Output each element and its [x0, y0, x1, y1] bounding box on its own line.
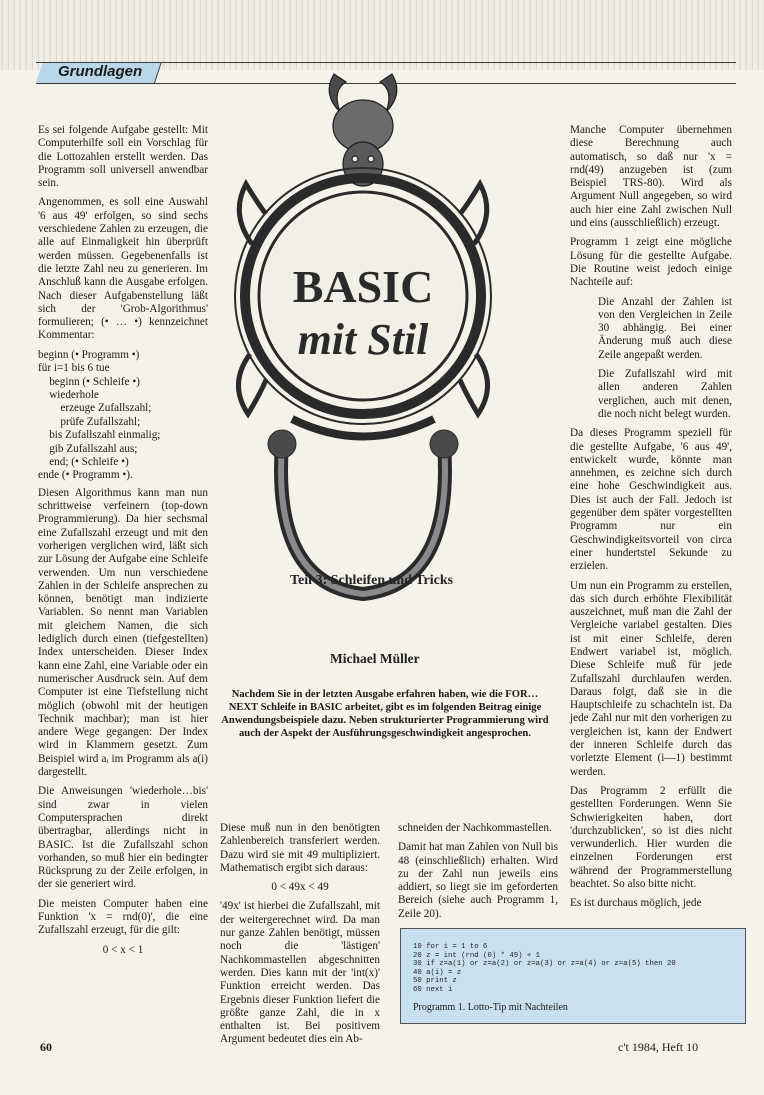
knocker-ring	[268, 419, 458, 594]
part-title: Teil 3: Schleifen und Tricks	[290, 573, 454, 588]
formula: 0 < x < 1	[102, 943, 144, 956]
program-listing-box	[400, 928, 746, 1024]
section-label: Grundlagen	[58, 63, 143, 80]
issue-info: c't 1984, Heft 10	[618, 1040, 699, 1054]
paragraph: Die Anweisungen 'wiederhole…bis' sind zwar in vielen Computersprachen direkt übertragbar, allerdings nicht in BASIC. Ist die Zufallszahl schon vorhanden, so muß hier ein bedingter Rücksprung zu der Zeile erfolgen, in der sie generiert wird.	[38, 785, 208, 891]
headline-mit-stil: mit Stil	[297, 315, 429, 364]
paragraph: Programm 1 zeigt eine mögliche Lösung für die gestellte Aufgabe. Die Routine weist jedoch einige Nachteile auf:	[570, 236, 732, 289]
paragraph: '49x' ist hierbei die Zufallszahl, mit der weitergerechnet wird. Da man nur ganze Zahlen benötigt, müssen noch die 'lästigen' Nachkommastellen abgeschnitten werden. Dies kann mit der 'int(x)' Funktion erreicht werden. Das Ergebnis dieser Funktion liefert die größte ganze Zahl, die in x enthalten ist. Bei positivem Argument bedeutet dies ein Ab-	[220, 900, 380, 1046]
program-code: 10 for i = 1 to 6 20 z = int (rnd (0) * 49) + 1 30 if z=a(1) or z=a(2) or z=a(3) or z=a(4) or z=a(5) then 20 40 a(i) = z 50 print z 60 next i	[413, 943, 676, 994]
article-lead: Nachdem Sie in der letzten Ausgabe erfahren haben, wie die FOR…NEXT Schleife in BASIC arbeitet, gibt es im folgenden Beitrag einige Anwendungsbeispiele dazu. Neben strukturierter Programmierung wird auch der Aspekt der Ausführungsgeschwindigkeit angesprochen.	[221, 689, 549, 739]
paragraph: Die Anzahl der Zahlen ist von den Vergleichen in Zeile 30 abhängig. Bei einer Änderung muß auch diese Zeile angepaßt werden.	[598, 295, 732, 361]
page-number: 60	[40, 1040, 52, 1054]
ornate-frame-illustration	[222, 64, 504, 604]
paragraph: Diese muß nun in den benötigten Zahlenbereich transferiert werden. Dazu wird sie mit 49 multipliziert. Mathematisch ergibt sich daraus:	[220, 822, 380, 874]
paragraph: Es ist durchaus möglich, jede	[570, 897, 702, 910]
paragraph: Das Programm 2 erfüllt die gestellten Forderungen. Wenn Sie Schwierigkeiten haben, dort 'durchzublicken', so ist dies nicht verwunderlich. Hier wurden die einzelnen Forderungen erst während der Programmerstellung beachtet. So also bitte nicht.	[570, 784, 732, 891]
paragraph: Es sei folgende Aufgabe gestellt: Mit Computerhilfe soll ein Vorschlag für die Lottozahlen erstellt werden. Das Programm soll universell anwendbar sein.	[38, 124, 208, 190]
paragraph: Angenommen, es soll eine Auswahl '6 aus 49' erfolgen, so sind sechs verschiedene Zahlen zu erzeugen, die alle auf Einmaligkeit hin überprüft werden müssen. Gegebenenfalls ist die letzte Zahl neu zu generieren. Im Anschluß kann die Ausgabe erfolgen. Nach dieser Aufgabenstellung läßt sich der 'Grob-Algorithmus' formulieren; (• … •) kennzeichnet Kommentar:	[38, 196, 208, 342]
formula: 0 < 49x < 49	[271, 881, 329, 894]
paragraph: Diesen Algorithmus kann man nun schrittweise verfeinern (top-down Programmierung). Da hier sechsmal eine Zufallszahl erzeugt und mit den vorherigen verglichen wird, läßt sich zur Lösung der Aufgabe eine Schleife verwenden. Um nun verschiedene Zahlen in der Schleife ansprechen zu können, benötigt man indizierte Variablen. So nennt man Variablen mit gleichem Namen, die sich lediglich durch einen (tiefgestellten) Index unterscheiden. Dieser Index kann eine Zahl, eine Variable oder ein numerischer Ausdruck sein. Auf dem Computer ist eine Tiefstellung nicht möglich (obwohl mit der heutigen Technik machbar); man ist hier andere Wege gegangen: Der Index wird in Klammern gesetzt. Zum Beispiel wird aᵢ im Programm als a(i) dargestellt.	[38, 486, 208, 779]
column-middle-left	[220, 822, 380, 1053]
paragraph: Die meisten Computer haben eine Funktion 'x = rnd(0)', die eine Zufallszahl erzeugt, für die gilt:	[38, 897, 208, 937]
header-texture	[0, 0, 764, 70]
pseudocode: beginn (• Programm •) für i=1 bis 6 tue beginn (• Schleife •) wiederhole erzeuge Zufallszahl; prüfe Zufallszahl; bis Zufallszahl einmalig; gib Zufallszahl aus; end; (• Schleife •) ende (• Programm •).	[38, 348, 161, 482]
paragraph: schneiden der Nachkommastellen.	[398, 822, 552, 834]
column-right	[570, 124, 732, 917]
paragraph: Damit hat man Zahlen von Null bis 48 (einschließlich) erhalten. Wird zu der Zahl nun jeweils eins addiert, so liegt sie im geforderten Bereich (siehe auch Programm 1, Zeile 20).	[398, 841, 558, 920]
paragraph: Um nun ein Programm zu erstellen, das sich durch erhöhte Flexibilität auszeichnet, muß man die Zahl der Vergleiche variabel gestalten. Dies ist mit einer Schleife, deren Endwert variabel ist, möglich. Diese Schleife muß für jede Zufallszahl durchlaufen werden. Daraus folgt, daß sie in die Hauptschleife zu schachteln ist. Da jede Zahl nur mit den vorherigen zu vergleichen ist, kann der Endwert der inneren Schleife durch das vorletzte Element (i—1) bestimmt werden.	[570, 579, 732, 778]
column-middle-right	[398, 822, 558, 927]
paragraph: Manche Computer übernehmen diese Berechnung auch automatisch, so daß nur 'x = rnd(49) anzugeben ist (zum Beispiel TRS-80). Wird als Argument Null angegeben, so wird auch hier eine Zahl zwischen Null und eins (ausschließlich) erzeugt.	[570, 124, 732, 230]
column-left	[38, 124, 208, 963]
paragraph: Die Zufallszahl wird mit allen anderen Zahlen verglichen, auch mit denen, die noch nicht belegt wurden.	[598, 368, 732, 420]
author-name: Michael Müller	[330, 651, 420, 666]
paragraph: Da dieses Programm speziell für die gestellte Aufgabe, '6 aus 49', entwickelt wurde, könnte man annehmen, es zeichne sich durch eine hohe Geschwindigkeit aus. Dies ist auch der Fall. Jedoch ist gegenüber dem später vorgestellten Programm nur ein Geschwindigkeitsvorteil von circa einer hundertstel Sekunde zu erzielen.	[570, 427, 732, 573]
program-caption: Programm 1. Lotto-Tip mit Nachteilen	[413, 1002, 568, 1013]
headline-basic: BASIC	[292, 261, 434, 312]
